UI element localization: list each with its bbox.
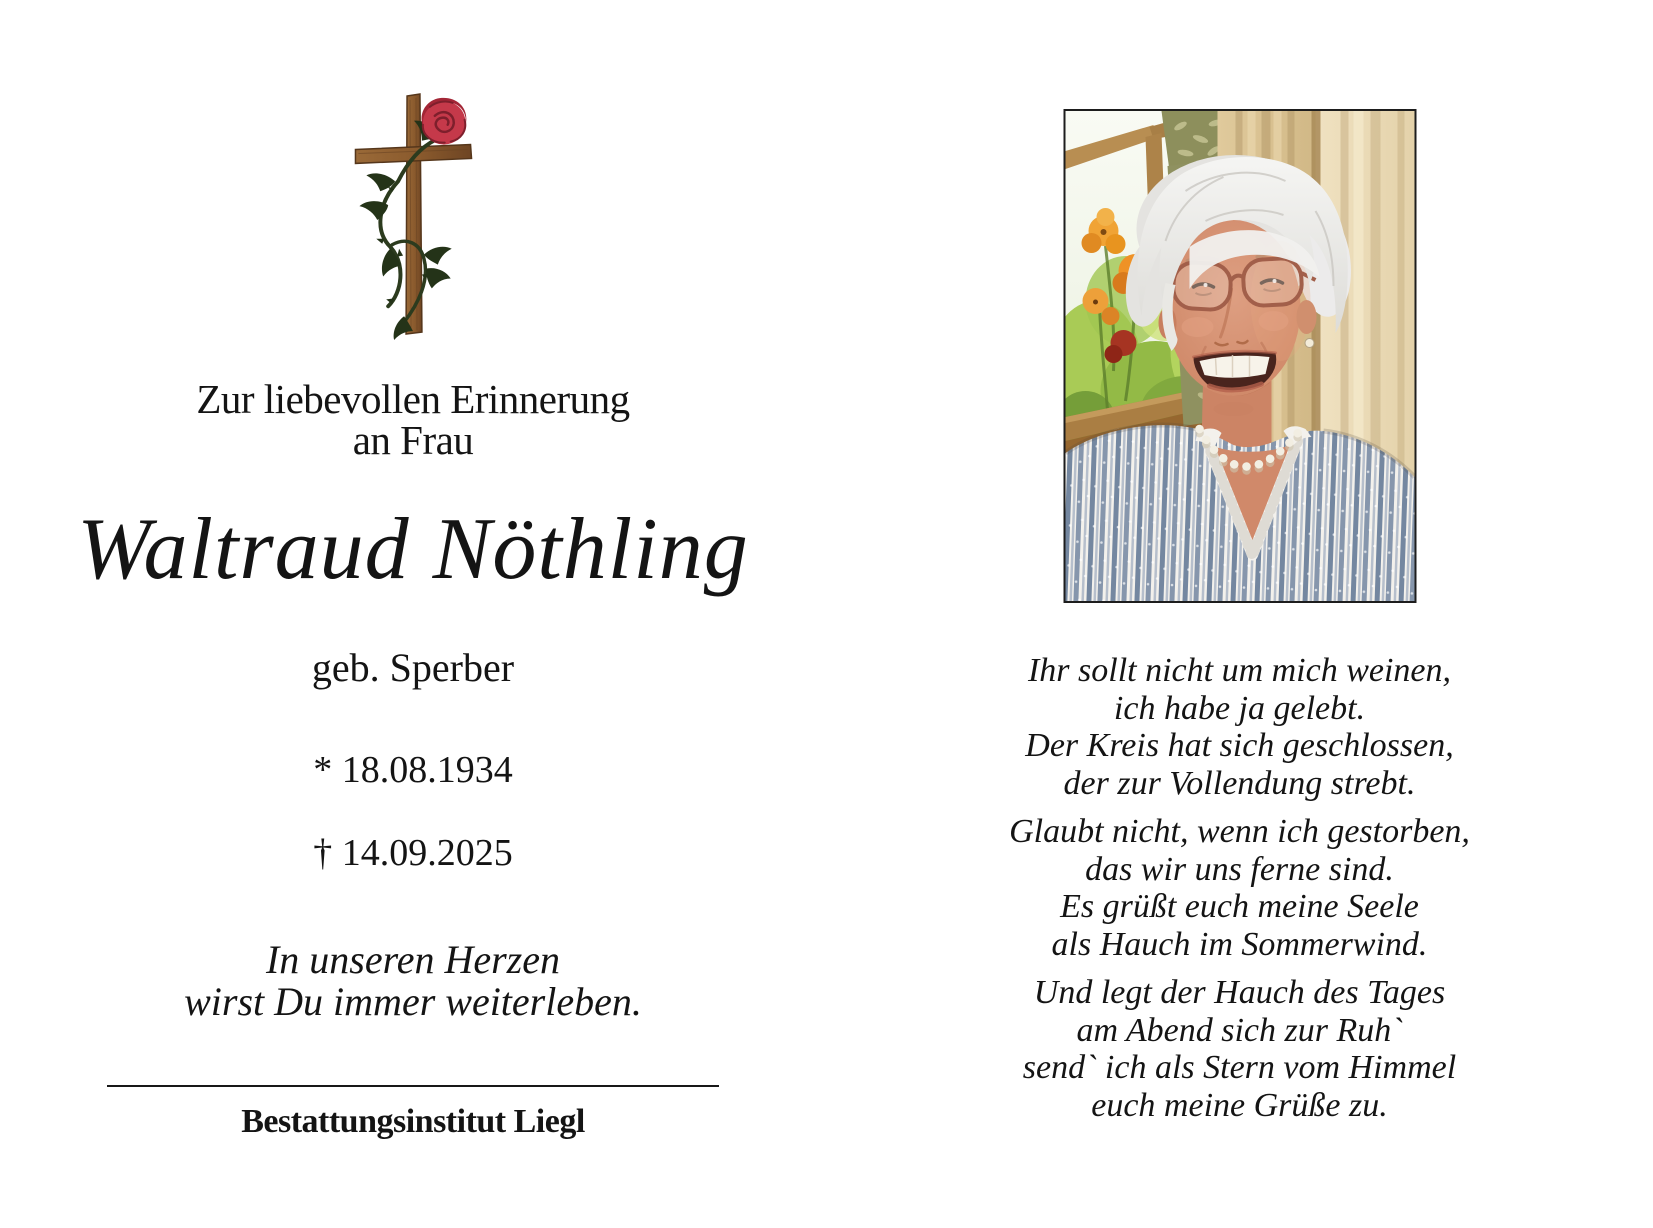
poem-line: am Abend sich zur Ruh` (1076, 1011, 1403, 1049)
poem-stanza-1 (826, 652, 1653, 802)
poem-line: send` ich als Stern vom Himmel (1022, 1049, 1457, 1086)
poem-line: Und legt der Hauch des Tages (1033, 974, 1446, 1011)
intro-text (0, 376, 826, 463)
poem-line: als Hauch im Sommerwind. (1051, 925, 1428, 963)
verse-line-1: In unseren Herzen (265, 937, 560, 982)
poem-stanza-2 (826, 813, 1653, 963)
cross-rose-icon (348, 90, 478, 340)
memorial-verse (0, 939, 826, 1023)
maiden-name: geb. Sperber (311, 645, 515, 690)
intro-line-2: an Frau (352, 417, 474, 463)
memorial-card-right-page (826, 0, 1653, 1228)
funeral-home-name: Bestattungsinstitut Liegl (241, 1103, 585, 1140)
deceased-name: Waltraud Nöthling (77, 501, 749, 598)
intro-line-1: Zur liebevollen Erinnerung (196, 376, 630, 422)
portrait-photo (1063, 109, 1416, 603)
poem-line: Der Kreis hat sich geschlossen, (1025, 727, 1454, 764)
poem-line: Es grüßt euch meine Seele (1060, 888, 1419, 925)
poem-stanza-3 (826, 974, 1653, 1124)
poem-line: Glaubt nicht, wenn ich gestorben, (1009, 813, 1470, 850)
memorial-card-left-page (0, 0, 826, 1228)
poem-line: Ihr sollt nicht um mich weinen, (1027, 652, 1452, 689)
birth-date: * 18.08.1934 (313, 749, 513, 791)
divider-line (107, 1085, 719, 1087)
poem-line: der zur Vollendung strebt. (1063, 764, 1416, 802)
memorial-poem (826, 652, 1653, 1135)
poem-line: das wir uns ferne sind. (1085, 850, 1394, 888)
death-date: † 14.09.2025 (313, 832, 513, 874)
poem-line: euch meine Grüße zu. (1091, 1086, 1388, 1124)
poem-line: ich habe ja gelebt. (1113, 689, 1366, 727)
verse-line-2: wirst Du immer weiterleben. (184, 979, 642, 1024)
